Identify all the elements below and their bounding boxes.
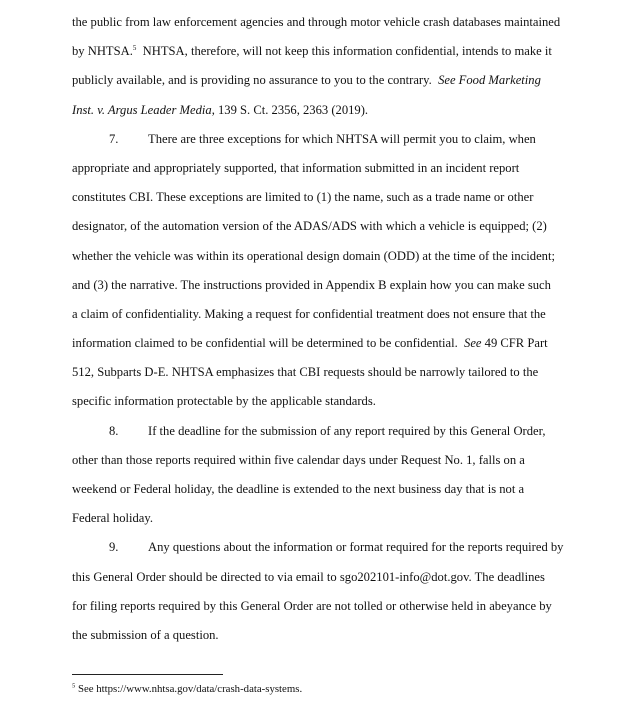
footnote — [72, 682, 302, 696]
case-citation: Inst. v. Argus Leader Media — [72, 102, 212, 117]
text-line — [72, 533, 572, 562]
text-line — [72, 446, 572, 475]
footnote-text: See https://www.nhtsa.gov/data/crash-data-systems. — [75, 683, 303, 695]
case-citation: See Food Marketing — [438, 73, 541, 88]
text-line — [72, 592, 572, 621]
document-page — [72, 8, 572, 650]
text-line — [72, 387, 572, 416]
text-run: appropriate and appropriately supported, that information submitted in an incident report — [72, 160, 520, 175]
text-line — [72, 300, 572, 329]
paragraph-9 — [72, 533, 572, 650]
text-run: Any questions about the information or format required for the reports required by — [148, 540, 564, 555]
text-run: There are three exceptions for which NHTSA will permit you to claim, when — [148, 131, 536, 146]
text-run: whether the vehicle was within its operational design domain (ODD) at the time of the incident; — [72, 248, 555, 263]
text-run: designator, of the automation version of the ADAS/ADS with which a vehicle is equipped; (2) — [72, 219, 547, 234]
text-line — [72, 125, 572, 154]
paragraph-number: 7. — [109, 131, 119, 146]
text-line — [72, 358, 572, 387]
text-line — [72, 183, 572, 212]
text-line — [72, 8, 572, 37]
text-run: specific information protectable by the applicable standards. — [72, 394, 376, 409]
text-run: and (3) the narrative. The instructions provided in Appendix B explain how you can make such — [72, 277, 551, 292]
footnote-mark: 5 — [72, 682, 76, 690]
text-line — [72, 212, 572, 241]
paragraph-number: 9. — [109, 540, 119, 555]
text-run: the public from law enforcement agencies and through motor vehicle crash databases maintained — [72, 15, 561, 29]
text-line — [72, 96, 572, 125]
text-line — [72, 154, 572, 183]
text-line — [72, 504, 572, 533]
text-line — [72, 563, 572, 592]
text-line — [72, 37, 572, 66]
text-line — [72, 242, 572, 271]
text-line — [72, 621, 572, 650]
text-run: by NHTSA. — [72, 44, 133, 59]
text-run: the submission of a question. — [72, 627, 219, 642]
text-line — [72, 329, 572, 358]
text-run: weekend or Federal holiday, the deadline is extended to the next business day that is not a — [72, 482, 525, 496]
text-run: publicly available, and is providing no assurance to you to the contrary. — [72, 73, 439, 88]
paragraph-7 — [72, 125, 572, 417]
paragraph-number: 8. — [109, 423, 119, 438]
text-run: constitutes CBI. These exceptions are limited to (1) the name, such as a trade name or other — [72, 190, 534, 205]
text-line — [72, 417, 572, 446]
footnote-separator — [72, 674, 223, 675]
text-run: , 139 S. Ct. 2356, 2363 (2019). — [211, 102, 369, 117]
text-run: If the deadline for the submission of any report required by this General Order, — [148, 423, 546, 438]
text-line — [72, 66, 572, 95]
footnote-reference: 5 — [132, 44, 137, 52]
text-run: other than those reports required within five calendar days under Request No. 1, falls on a — [72, 452, 525, 467]
text-run: for filing reports required by this General Order are not tolled or otherwise held in abeyance by — [72, 598, 552, 613]
continuation-paragraph — [72, 8, 572, 125]
text-run: a claim of confidentiality. Making a request for confidential treatment does not ensure that the — [72, 306, 546, 321]
citation-signal: See — [464, 336, 482, 351]
text-run: 512, Subparts D-E. NHTSA emphasizes that CBI requests should be narrowly tailored to the — [72, 365, 539, 380]
text-run: NHTSA, therefore, will not keep this information confidential, intends to make it — [136, 44, 552, 59]
text-run: information claimed to be confidential will be determined to be confidential. — [72, 336, 465, 351]
text-run: Federal holiday. — [72, 511, 154, 526]
text-line — [72, 475, 572, 504]
paragraph-8 — [72, 417, 572, 534]
text-run: this General Order should be directed to via email to sgo202101-info@dot.gov. The deadlines — [72, 569, 545, 584]
text-line — [72, 271, 572, 300]
text-run: 49 CFR Part — [481, 336, 548, 351]
